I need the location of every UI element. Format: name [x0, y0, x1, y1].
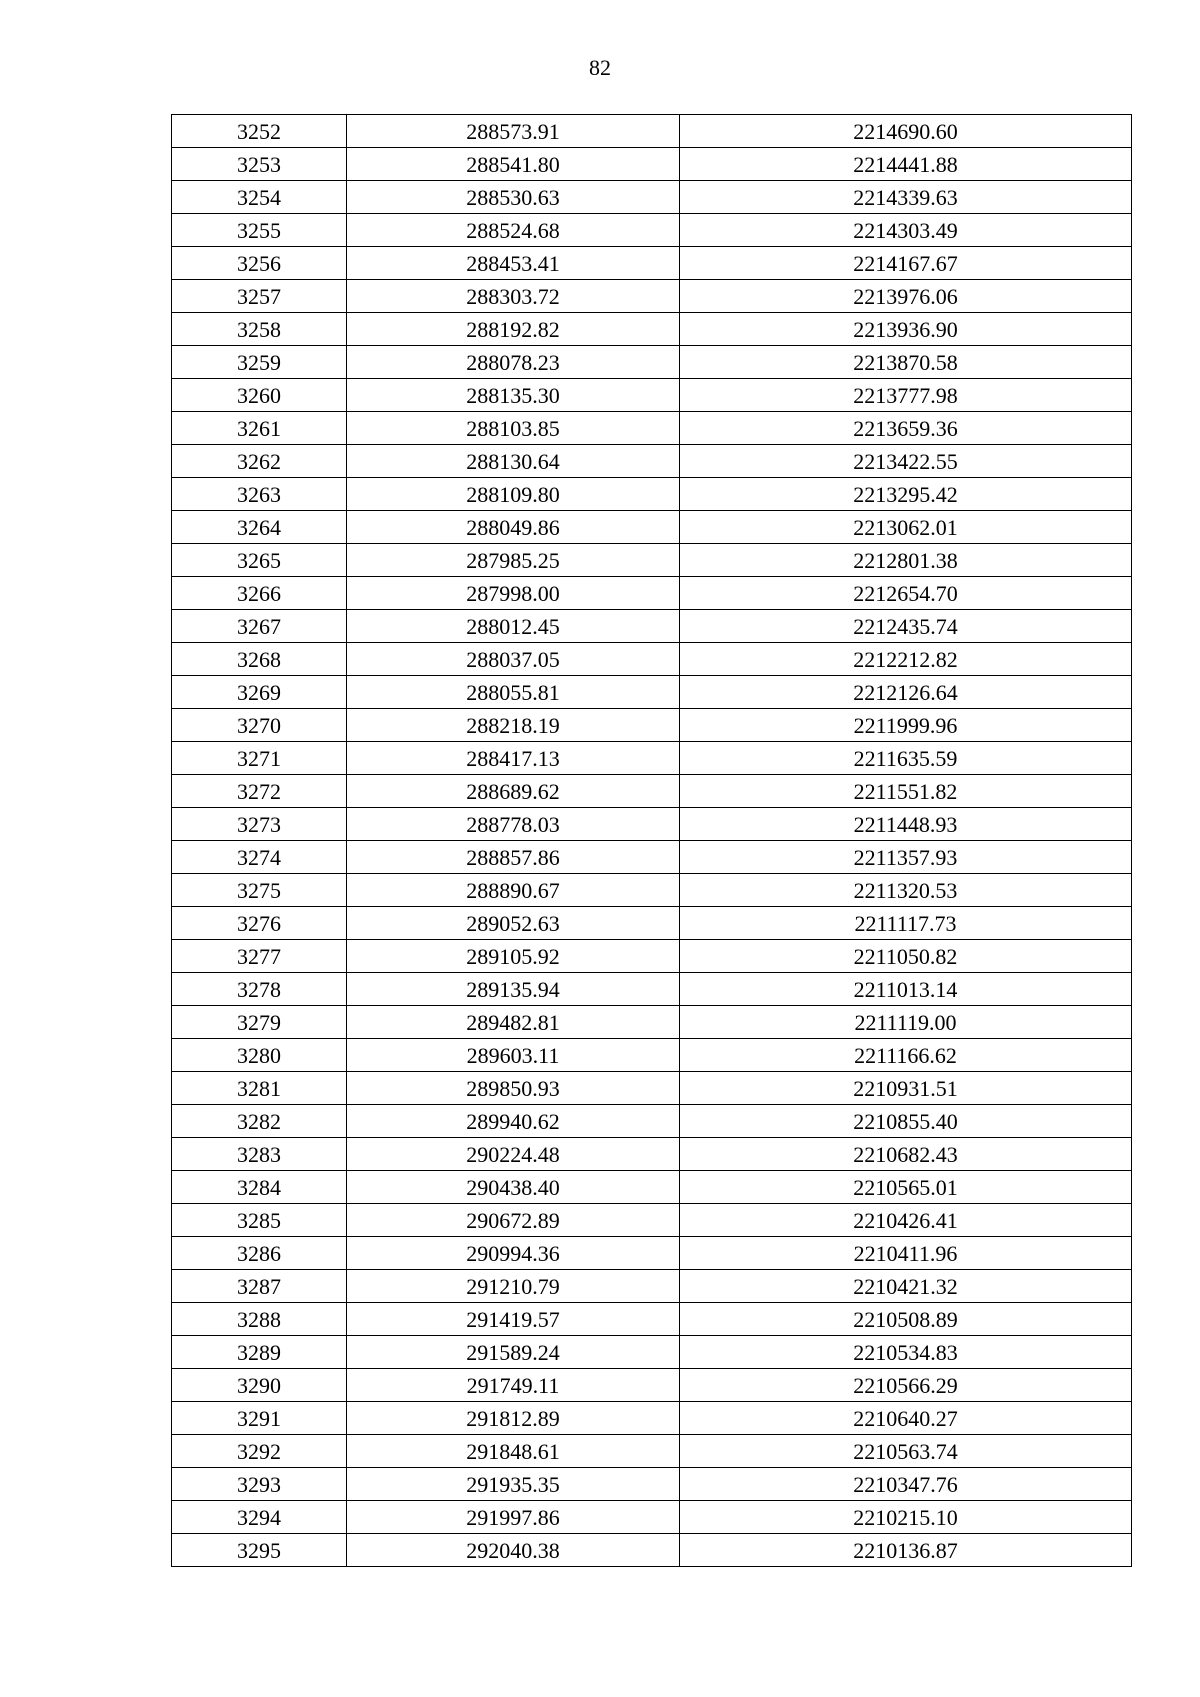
x-coordinate-cell: 289052.63	[347, 907, 680, 940]
point-number-cell: 3264	[172, 511, 347, 544]
table-row	[172, 742, 1132, 775]
y-coordinate-cell: 2210931.51	[680, 1072, 1132, 1105]
table-row	[172, 478, 1132, 511]
y-coordinate-cell: 2214167.67	[680, 247, 1132, 280]
x-coordinate-cell: 291749.11	[347, 1369, 680, 1402]
x-coordinate-cell: 290672.89	[347, 1204, 680, 1237]
point-number-cell: 3267	[172, 610, 347, 643]
point-number-cell: 3258	[172, 313, 347, 346]
point-number-cell: 3272	[172, 775, 347, 808]
table-row	[172, 907, 1132, 940]
x-coordinate-cell: 289850.93	[347, 1072, 680, 1105]
point-number-cell: 3261	[172, 412, 347, 445]
y-coordinate-cell: 2211117.73	[680, 907, 1132, 940]
table-row	[172, 610, 1132, 643]
x-coordinate-cell: 291848.61	[347, 1435, 680, 1468]
y-coordinate-cell: 2210855.40	[680, 1105, 1132, 1138]
table-row	[172, 643, 1132, 676]
x-coordinate-cell: 288573.91	[347, 115, 680, 148]
table-row	[172, 940, 1132, 973]
table-row	[172, 1270, 1132, 1303]
y-coordinate-cell: 2214303.49	[680, 214, 1132, 247]
y-coordinate-cell: 2210682.43	[680, 1138, 1132, 1171]
y-coordinate-cell: 2213870.58	[680, 346, 1132, 379]
point-number-cell: 3293	[172, 1468, 347, 1501]
point-number-cell: 3268	[172, 643, 347, 676]
point-number-cell: 3286	[172, 1237, 347, 1270]
y-coordinate-cell: 2213062.01	[680, 511, 1132, 544]
point-number-cell: 3283	[172, 1138, 347, 1171]
y-coordinate-cell: 2213976.06	[680, 280, 1132, 313]
y-coordinate-cell: 2210508.89	[680, 1303, 1132, 1336]
y-coordinate-cell: 2211119.00	[680, 1006, 1132, 1039]
x-coordinate-cell: 288055.81	[347, 676, 680, 709]
y-coordinate-cell: 2213295.42	[680, 478, 1132, 511]
y-coordinate-cell: 2212212.82	[680, 643, 1132, 676]
table-row	[172, 1534, 1132, 1567]
x-coordinate-cell: 288890.67	[347, 874, 680, 907]
point-number-cell: 3266	[172, 577, 347, 610]
table-row	[172, 379, 1132, 412]
point-number-cell: 3265	[172, 544, 347, 577]
x-coordinate-cell: 289482.81	[347, 1006, 680, 1039]
y-coordinate-cell: 2213936.90	[680, 313, 1132, 346]
x-coordinate-cell: 289135.94	[347, 973, 680, 1006]
x-coordinate-cell: 288541.80	[347, 148, 680, 181]
x-coordinate-cell: 288689.62	[347, 775, 680, 808]
x-coordinate-cell: 288530.63	[347, 181, 680, 214]
coordinates-table	[171, 114, 1132, 1567]
point-number-cell: 3291	[172, 1402, 347, 1435]
table-row	[172, 181, 1132, 214]
table-row	[172, 214, 1132, 247]
point-number-cell: 3281	[172, 1072, 347, 1105]
table-row	[172, 808, 1132, 841]
table-row	[172, 1303, 1132, 1336]
table-row	[172, 1435, 1132, 1468]
x-coordinate-cell: 288049.86	[347, 511, 680, 544]
x-coordinate-cell: 291997.86	[347, 1501, 680, 1534]
y-coordinate-cell: 2213422.55	[680, 445, 1132, 478]
point-number-cell: 3262	[172, 445, 347, 478]
y-coordinate-cell: 2213659.36	[680, 412, 1132, 445]
y-coordinate-cell: 2214441.88	[680, 148, 1132, 181]
table-row	[172, 346, 1132, 379]
x-coordinate-cell: 289603.11	[347, 1039, 680, 1072]
point-number-cell: 3280	[172, 1039, 347, 1072]
y-coordinate-cell: 2211357.93	[680, 841, 1132, 874]
x-coordinate-cell: 288453.41	[347, 247, 680, 280]
table-row	[172, 676, 1132, 709]
table-row	[172, 445, 1132, 478]
point-number-cell: 3270	[172, 709, 347, 742]
table-row	[172, 1006, 1132, 1039]
y-coordinate-cell: 2210534.83	[680, 1336, 1132, 1369]
table-row	[172, 1402, 1132, 1435]
y-coordinate-cell: 2210411.96	[680, 1237, 1132, 1270]
point-number-cell: 3288	[172, 1303, 347, 1336]
y-coordinate-cell: 2214690.60	[680, 115, 1132, 148]
table-row	[172, 280, 1132, 313]
table-row	[172, 1204, 1132, 1237]
y-coordinate-cell: 2212435.74	[680, 610, 1132, 643]
point-number-cell: 3253	[172, 148, 347, 181]
table-row	[172, 1468, 1132, 1501]
y-coordinate-cell: 2210563.74	[680, 1435, 1132, 1468]
x-coordinate-cell: 288417.13	[347, 742, 680, 775]
table-row	[172, 577, 1132, 610]
point-number-cell: 3292	[172, 1435, 347, 1468]
table-row	[172, 1171, 1132, 1204]
x-coordinate-cell: 288303.72	[347, 280, 680, 313]
x-coordinate-cell: 291419.57	[347, 1303, 680, 1336]
y-coordinate-cell: 2210347.76	[680, 1468, 1132, 1501]
point-number-cell: 3271	[172, 742, 347, 775]
point-number-cell: 3279	[172, 1006, 347, 1039]
y-coordinate-cell: 2212801.38	[680, 544, 1132, 577]
x-coordinate-cell: 290224.48	[347, 1138, 680, 1171]
table-row	[172, 709, 1132, 742]
x-coordinate-cell: 288037.05	[347, 643, 680, 676]
point-number-cell: 3256	[172, 247, 347, 280]
point-number-cell: 3274	[172, 841, 347, 874]
table-row	[172, 841, 1132, 874]
table-row	[172, 1072, 1132, 1105]
y-coordinate-cell: 2211013.14	[680, 973, 1132, 1006]
y-coordinate-cell: 2211050.82	[680, 940, 1132, 973]
y-coordinate-cell: 2211551.82	[680, 775, 1132, 808]
point-number-cell: 3259	[172, 346, 347, 379]
x-coordinate-cell: 288778.03	[347, 808, 680, 841]
table-row	[172, 973, 1132, 1006]
table-row	[172, 148, 1132, 181]
x-coordinate-cell: 289105.92	[347, 940, 680, 973]
table-row	[172, 874, 1132, 907]
x-coordinate-cell: 290438.40	[347, 1171, 680, 1204]
x-coordinate-cell: 289940.62	[347, 1105, 680, 1138]
point-number-cell: 3284	[172, 1171, 347, 1204]
table-row	[172, 775, 1132, 808]
point-number-cell: 3282	[172, 1105, 347, 1138]
y-coordinate-cell: 2211166.62	[680, 1039, 1132, 1072]
y-coordinate-cell: 2210426.41	[680, 1204, 1132, 1237]
x-coordinate-cell: 288109.80	[347, 478, 680, 511]
point-number-cell: 3276	[172, 907, 347, 940]
x-coordinate-cell: 288857.86	[347, 841, 680, 874]
table-row	[172, 247, 1132, 280]
x-coordinate-cell: 291589.24	[347, 1336, 680, 1369]
point-number-cell: 3255	[172, 214, 347, 247]
point-number-cell: 3278	[172, 973, 347, 1006]
page-number: 82	[589, 55, 611, 80]
x-coordinate-cell: 288078.23	[347, 346, 680, 379]
table-row	[172, 1237, 1132, 1270]
table-row	[172, 1105, 1132, 1138]
y-coordinate-cell: 2212654.70	[680, 577, 1132, 610]
point-number-cell: 3290	[172, 1369, 347, 1402]
point-number-cell: 3269	[172, 676, 347, 709]
point-number-cell: 3277	[172, 940, 347, 973]
x-coordinate-cell: 290994.36	[347, 1237, 680, 1270]
y-coordinate-cell: 2211999.96	[680, 709, 1132, 742]
table-row	[172, 544, 1132, 577]
x-coordinate-cell: 288192.82	[347, 313, 680, 346]
x-coordinate-cell: 291210.79	[347, 1270, 680, 1303]
x-coordinate-cell: 287985.25	[347, 544, 680, 577]
y-coordinate-cell: 2210640.27	[680, 1402, 1132, 1435]
y-coordinate-cell: 2214339.63	[680, 181, 1132, 214]
x-coordinate-cell: 288218.19	[347, 709, 680, 742]
table-row	[172, 511, 1132, 544]
table-row	[172, 313, 1132, 346]
point-number-cell: 3260	[172, 379, 347, 412]
table-row	[172, 115, 1132, 148]
x-coordinate-cell: 292040.38	[347, 1534, 680, 1567]
x-coordinate-cell: 287998.00	[347, 577, 680, 610]
point-number-cell: 3254	[172, 181, 347, 214]
x-coordinate-cell: 288130.64	[347, 445, 680, 478]
point-number-cell: 3294	[172, 1501, 347, 1534]
x-coordinate-cell: 288103.85	[347, 412, 680, 445]
y-coordinate-cell: 2211320.53	[680, 874, 1132, 907]
x-coordinate-cell: 288524.68	[347, 214, 680, 247]
x-coordinate-cell: 288135.30	[347, 379, 680, 412]
point-number-cell: 3252	[172, 115, 347, 148]
y-coordinate-cell: 2213777.98	[680, 379, 1132, 412]
point-number-cell: 3295	[172, 1534, 347, 1567]
x-coordinate-cell: 288012.45	[347, 610, 680, 643]
table-row	[172, 1039, 1132, 1072]
table-body	[172, 115, 1132, 1567]
y-coordinate-cell: 2211448.93	[680, 808, 1132, 841]
x-coordinate-cell: 291812.89	[347, 1402, 680, 1435]
table-row	[172, 1336, 1132, 1369]
y-coordinate-cell: 2210136.87	[680, 1534, 1132, 1567]
table-row	[172, 1138, 1132, 1171]
point-number-cell: 3289	[172, 1336, 347, 1369]
point-number-cell: 3263	[172, 478, 347, 511]
x-coordinate-cell: 291935.35	[347, 1468, 680, 1501]
y-coordinate-cell: 2210215.10	[680, 1501, 1132, 1534]
point-number-cell: 3285	[172, 1204, 347, 1237]
y-coordinate-cell: 2210421.32	[680, 1270, 1132, 1303]
point-number-cell: 3273	[172, 808, 347, 841]
y-coordinate-cell: 2212126.64	[680, 676, 1132, 709]
table-row	[172, 1369, 1132, 1402]
table-row	[172, 1501, 1132, 1534]
y-coordinate-cell: 2210565.01	[680, 1171, 1132, 1204]
y-coordinate-cell: 2210566.29	[680, 1369, 1132, 1402]
point-number-cell: 3275	[172, 874, 347, 907]
point-number-cell: 3287	[172, 1270, 347, 1303]
y-coordinate-cell: 2211635.59	[680, 742, 1132, 775]
point-number-cell: 3257	[172, 280, 347, 313]
table-row	[172, 412, 1132, 445]
